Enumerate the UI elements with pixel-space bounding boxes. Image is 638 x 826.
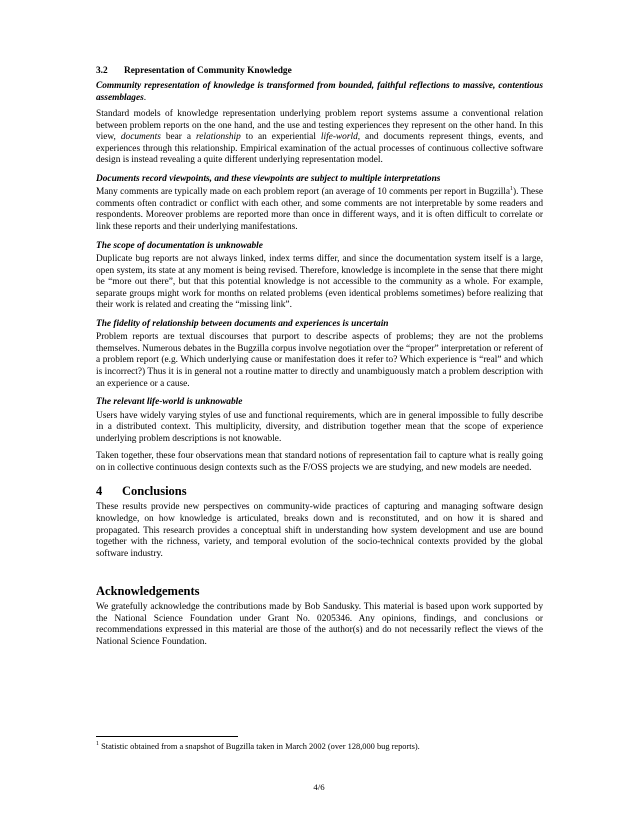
- page-content: [96, 66, 543, 648]
- paragraph-acknowledgements: We gratefully acknowledge the contributions made by Bob Sandusky. This material is based upon work supported by the National Science Foundation under Grant No. 0205346. Any opinions, findings, and conclusions or recommendations expressed in this material are those of the author(s) and do not necessarily reflect the views of the National Science Foundation.: [96, 602, 543, 647]
- emphasis-life-world: life-world: [320, 132, 358, 143]
- subheading-scope: The scope of documentation is unknowable: [96, 240, 263, 251]
- subheading-fidelity: The fidelity of relationship between documents and experiences is uncertain: [96, 318, 389, 329]
- paragraph-summary: Taken together, these four observations mean that standard notions of representation fail to capture what is really going on in collective continuous design contexts such as the F/OSS projects we are studying, and new models are needed.: [96, 451, 543, 473]
- emphasis-relationship: relationship: [195, 132, 241, 143]
- section-number: 4: [96, 484, 103, 499]
- subheading-viewpoints: Documents record viewpoints, and these viewpoints are subject to multiple interpretations: [96, 173, 441, 184]
- lead-end: .: [143, 92, 147, 103]
- text-run: bear a: [160, 132, 196, 143]
- subheading-life-world: The relevant life-world is unknowable: [96, 397, 243, 408]
- emphasis-documents: documents: [120, 132, 161, 143]
- paragraph-scope: Duplicate bug reports are not always linked, index terms differ, and since the documentation system itself is a large, open system, its state at any moment is being revised. Therefore, knowledge is incomplete in the sense that there might be “more out there”, but that this potential knowledge is not accessible to the community as a whole. For example, separate groups might work for months on related problems (even identical problems sometimes) before realizing that their work is related and creating the “missing link”.: [96, 254, 543, 311]
- text-run: Many comments are typically made on each problem report (an average of 10 comments per report in Bugzilla: [96, 187, 511, 198]
- footnote-reference[interactable]: 1: [510, 186, 514, 193]
- section-title: Representation of Community Knowledge: [124, 66, 292, 76]
- page-number: 4/6: [313, 782, 325, 792]
- footnote: [96, 742, 543, 752]
- footnote-text: Statistic obtained from a snapshot of Bugzilla taken in March 2002 (over 128,000 bug reports).: [99, 742, 420, 751]
- footnote-mark: 1: [96, 741, 99, 748]
- text-run: ). These comments often contradict or conflict with each other, and some comments are not interpretable by some readers and respondents. Moreover problems are reported more than once in different ways, and it is often difficult to correlate or link these reports and their underlying manifestations.: [96, 187, 543, 233]
- paragraph-fidelity: Problem reports are textual discourses that purport to describe aspects of problems; they are not the problems themselves. Numerous debates in the Bugzilla corpus involve negotiation over the “proper” interpretation or referent of a problem report (e.g. Which underlying cause or manifestation does it refer to? Which experience is “real” and which is incorrect?) Thus it is in general not a routine matter to directly and unambiguously match a problem description with an experience or a cause.: [96, 332, 543, 389]
- footnote-divider: [96, 736, 238, 737]
- lead-text: Community representation of knowledge is transformed from bounded, faithful reflections to massive, contentious assemblages: [96, 81, 543, 103]
- section-4-heading: [96, 484, 543, 499]
- paragraph-representation: [96, 109, 543, 167]
- acknowledgements-heading: Acknowledgements: [96, 584, 200, 599]
- text-run: to an experiential: [240, 132, 321, 143]
- text-run: , and documents represent things, events, and experiences through this relationship. Empirical examination of the actual processes of continuous collective software design is instead revealing a quite different underlying representation model.: [96, 132, 544, 166]
- paragraph-life-world: Users have widely varying styles of use and functional requirements, which are in general impossible to fully describe in a distributed context. This multiplicity, diversity, and distribution together mean that the scope of experience underlying problem descriptions is not knowable.: [96, 410, 543, 444]
- section-number: 3.2: [96, 66, 108, 76]
- text-run: Standard models of knowledge representation underlying problem report systems assume a conventional relation between problem reports on the one hand, and the use and testing experiences they represent on the other hand. In this view,: [96, 109, 543, 143]
- section-title: Conclusions: [122, 484, 187, 499]
- paragraph-viewpoints: [96, 187, 543, 233]
- paragraph-conclusions: These results provide new perspectives on community-wide practices of capturing and managing software design knowledge, on how knowledge is articulated, breaks down and is reconstituted, and on how it is shared and propagated. This research provides a conceptual shift in understanding how system development and use are bound together with the richness, variety, and temporal evolution of the socio-technical contexts provided by the global software industry.: [96, 502, 543, 559]
- section-lead: [96, 81, 543, 104]
- section-3-2-heading: [96, 66, 543, 76]
